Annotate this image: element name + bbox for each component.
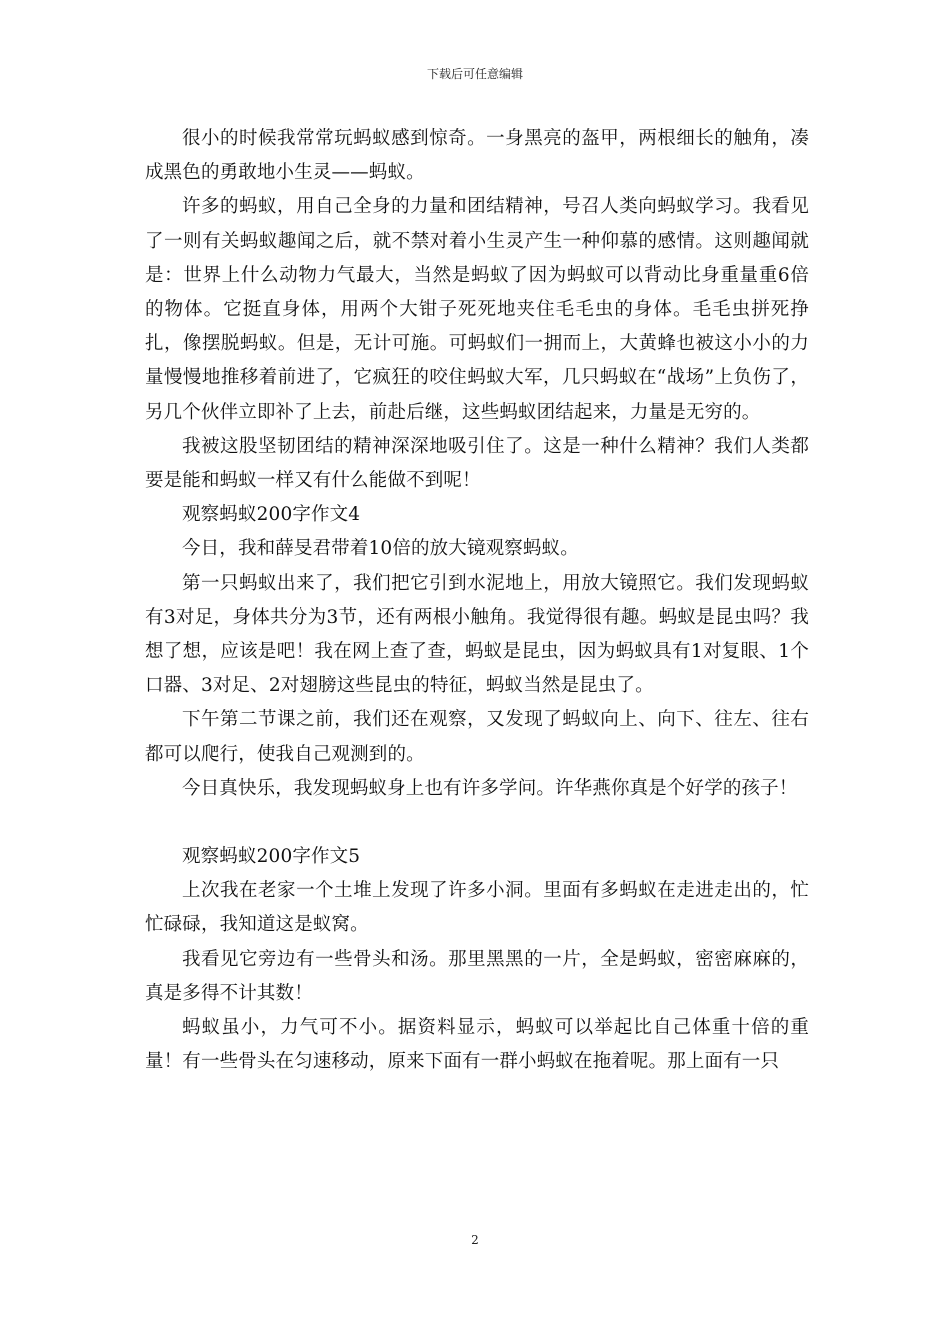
paragraph: 今日真快乐，我发现蚂蚁身上也有许多学问。许华燕你真是个好学的孩子！ xyxy=(182,777,798,799)
paragraph: 蚂蚁虽小，力气可不小。据资料显示，蚂蚁可以举起比自己体重十倍的重量！有一些骨头在匀速移动，原来下面有一群小蚂蚁在拖着呢。那上面有一只 xyxy=(145,1017,809,1073)
blank-line xyxy=(145,806,809,840)
paragraph: 第一只蚂蚁出来了，我们把它引到水泥地上，用放大镜照它。我们发现蚂蚁有3对足，身体共分为3节，还有两根小触角。我觉得很有趣。蚂蚁是昆虫吗？我想了想，应该是吧！我在网上查了查，蚂蚁是昆虫，因为蚂蚁具有1对复眼、1个口器、3对足、2对翅膀这些昆虫的特征，蚂蚁当然是昆虫了。 xyxy=(145,572,809,697)
paragraph: 许多的蚂蚁，用自己全身的力量和团结精神，号召人类向蚂蚁学习。我看见了一则有关蚂蚁趣闻之后，就不禁对着小生灵产生一种仰慕的感情。这则趣闻就是：世界上什么动物力气最大，当然是蚂蚁了因为蚂蚁可以背动比身重量重6倍的物体。它挺直身体，用两个大钳子死死地夹住毛毛虫的身体。毛毛虫拼死挣扎，像摆脱蚂蚁。但是，无计可施。可蚂蚁们一拥而上，大黄蜂也被这小小的力量慢慢地推移着前进了，它疯狂的咬住蚂蚁大军，几只蚂蚁在“战场”上负伤了，另几个伙伴立即补了上去，前赴后继，这些蚂蚁团结起来，力量是无穷的。 xyxy=(145,196,809,423)
paragraph: 很小的时候我常常玩蚂蚁感到惊奇。一身黑亮的盔甲，两根细长的触角，凑成黑色的勇敢地小生灵——蚂蚁。 xyxy=(145,128,809,184)
paragraph: 我被这股坚韧团结的精神深深地吸引住了。这是一种什么精神？我们人类都要是能和蚂蚁一样又有什么能做不到呢！ xyxy=(145,435,809,492)
document-body xyxy=(145,122,809,1079)
page-header: 下载后可任意编辑 xyxy=(426,67,523,81)
section-heading: 观察蚂蚁200字作文4 xyxy=(182,504,361,526)
page-number: 2 xyxy=(471,1233,479,1247)
section-heading: 观察蚂蚁200字作文5 xyxy=(182,846,361,868)
paragraph: 我看见它旁边有一些骨头和汤。那里黑黑的一片，全是蚂蚁，密密麻麻的，真是多得不计其数！ xyxy=(145,948,809,1004)
paragraph: 上次我在老家一个土堆上发现了许多小洞。里面有多蚂蚁在走进走出的，忙忙碌碌，我知道这是蚁窝。 xyxy=(145,880,809,936)
paragraph: 今日，我和薛旻君带着10倍的放大镜观察蚂蚁。 xyxy=(182,538,579,560)
paragraph: 下午第二节课之前，我们还在观察，又发现了蚂蚁向上、向下、往左、往右都可以爬行，使我自己观测到的。 xyxy=(145,709,809,765)
